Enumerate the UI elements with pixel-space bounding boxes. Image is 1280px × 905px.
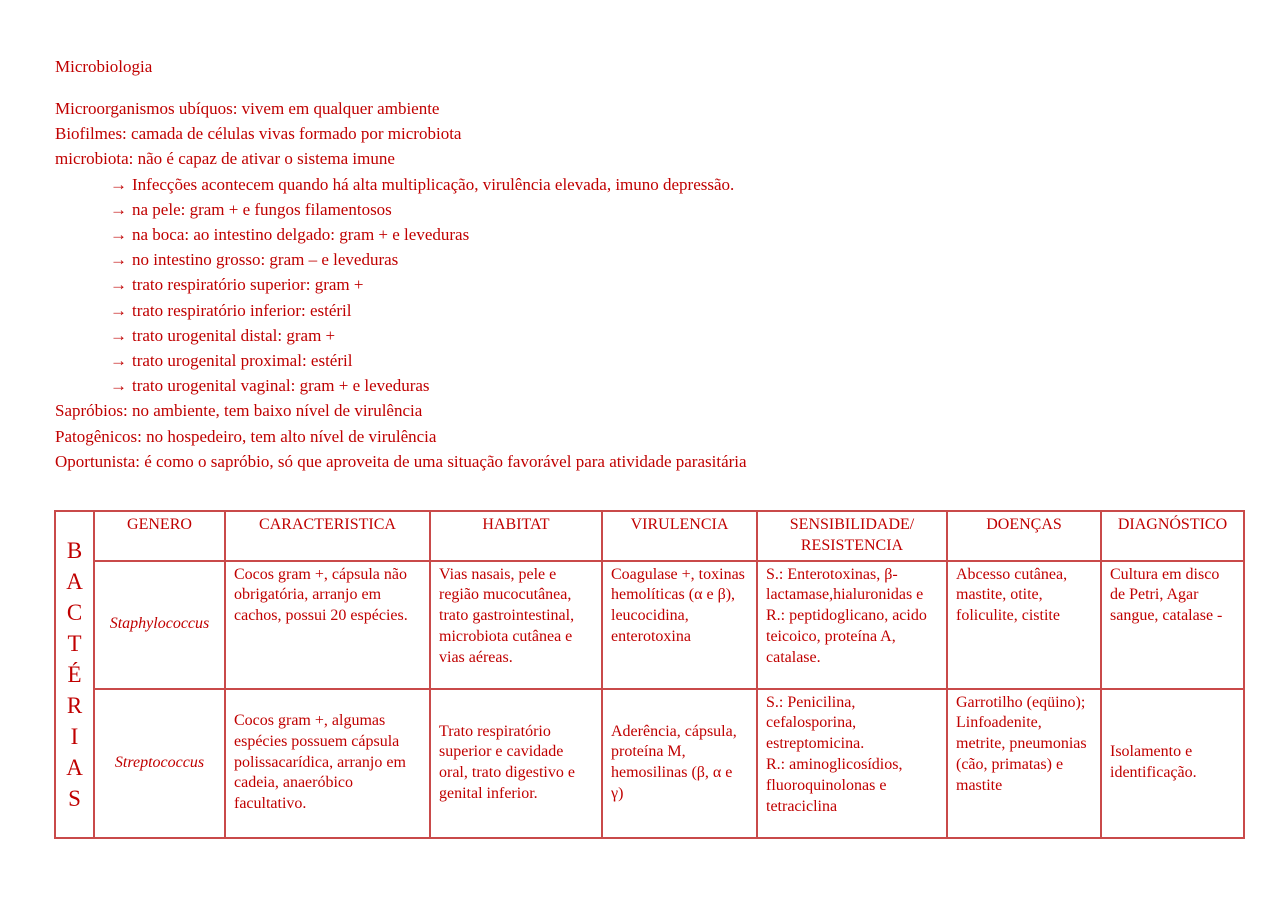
side-letter: R <box>66 692 83 718</box>
side-letter: T <box>67 630 82 656</box>
resistencia-text: R.: aminoglicosídios, fluoroquinolonas e tetraciclina <box>766 755 903 815</box>
text-line: Biofilmes: camada de células vivas formado por microbiota <box>55 124 462 144</box>
bullet-line <box>55 197 1245 222</box>
table-row <box>55 689 1244 838</box>
document-title: Microbiologia <box>55 57 153 76</box>
cell-caracteristica: Cocos gram +, cápsula não obrigatória, arranjo em cachos, possui 20 espécies. <box>225 561 430 689</box>
document-body <box>55 56 1245 474</box>
bullet-line <box>55 272 1245 297</box>
bullet-text: na pele: gram + e fungos filamentosos <box>132 199 392 219</box>
bullet-text: no intestino grosso: gram – e leveduras <box>132 250 399 270</box>
header-doencas: DOENÇAS <box>947 511 1101 561</box>
arrow-icon: → <box>110 250 127 270</box>
bullet-text: trato respiratório superior: gram + <box>132 275 364 295</box>
cell-genero: Streptococcus <box>94 689 225 838</box>
arrow-icon: → <box>110 199 127 219</box>
bullet-line <box>55 373 1245 398</box>
cell-genero: Staphylococcus <box>94 561 225 689</box>
resistencia-text: R.: peptidoglicano, acido teicoico, proteína A, catalase. <box>766 607 927 666</box>
side-letter: B <box>66 537 83 563</box>
bacteria-table <box>54 510 1245 839</box>
bullet-text: na boca: ao intestino delgado: gram + e leveduras <box>132 225 470 245</box>
cell-caracteristica: Cocos gram +, algumas espécies possuem cápsula polissacarídica, arranjo em cadeia, anaeróbico facultativo. <box>225 689 430 838</box>
header-sensibilidade: SENSIBILIDADE/ RESISTENCIA <box>757 511 947 561</box>
arrow-icon: → <box>110 225 127 245</box>
bullet-line <box>55 172 1245 197</box>
sensibilidade-text: S.: Enterotoxinas, β-lactamase,hialuronidas e <box>766 565 924 604</box>
bullet-line <box>55 298 1245 323</box>
cell-doencas: Garrotilho (eqüino); Linfoadenite, metrite, pneumonias (cão, primatas) e mastite <box>947 689 1101 838</box>
arrow-icon: → <box>110 351 127 371</box>
table-header-row <box>55 511 1244 561</box>
side-label-bacterias <box>55 511 94 838</box>
header-caracteristica: CARACTERISTICA <box>225 511 430 561</box>
text-line: Patogênicos: no hospedeiro, tem alto nível de virulência <box>55 426 437 446</box>
cell-virulencia: Aderência, cápsula, proteína M, hemosilinas (β, α e γ) <box>602 689 757 838</box>
sensibilidade-text: S.: Penicilina, cefalosporina, estreptomicina. <box>766 693 865 753</box>
bullet-text: trato respiratório inferior: estéril <box>132 300 352 320</box>
cell-habitat: Vias nasais, pele e região mucocutânea, trato gastrointestinal, microbiota cutânea e vias aéreas. <box>430 561 602 689</box>
header-diagnostico: DIAGNÓSTICO <box>1101 511 1244 561</box>
bullet-text: Infecções acontecem quando há alta multiplicação, virulência elevada, imuno depressão. <box>132 174 735 194</box>
arrow-icon: → <box>110 325 127 345</box>
cell-doencas: Abcesso cutânea, mastite, otite, foliculite, cistite <box>947 561 1101 689</box>
side-letter: A <box>66 568 83 594</box>
bullet-text: trato urogenital proximal: estéril <box>132 351 353 371</box>
cell-diagnostico: Isolamento e identificação. <box>1101 689 1244 838</box>
cell-diagnostico: Cultura em disco de Petri, Agar sangue, catalase - <box>1101 561 1244 689</box>
side-letter: C <box>66 599 83 625</box>
arrow-icon: → <box>110 275 127 295</box>
table-row <box>55 561 1244 689</box>
text-line: Microorganismos ubíquos: vivem em qualquer ambiente <box>55 99 440 118</box>
cell-virulencia: Coagulase +, toxinas hemolíticas (α e β), leucocidina, enterotoxina <box>602 561 757 689</box>
header-virulencia: VIRULENCIA <box>602 511 757 561</box>
side-letter: S <box>68 785 81 811</box>
header-habitat: HABITAT <box>430 511 602 561</box>
bullet-text: trato urogenital distal: gram + <box>132 325 336 345</box>
arrow-icon: → <box>110 300 127 320</box>
side-letter: A <box>66 754 83 780</box>
bullet-line <box>55 323 1245 348</box>
cell-sensibilidade <box>757 689 947 838</box>
bullet-line <box>55 222 1245 247</box>
arrow-icon: → <box>110 174 127 194</box>
header-genero: GENERO <box>94 511 225 561</box>
arrow-icon: → <box>110 376 127 396</box>
cell-habitat: Trato respiratório superior e cavidade oral, trato digestivo e genital inferior. <box>430 689 602 838</box>
cell-sensibilidade <box>757 561 947 689</box>
text-line: Oportunista: é como o sapróbio, só que aproveita de uma situação favorável para atividade parasitária <box>55 451 747 471</box>
text-line: microbiota: não é capaz de ativar o sistema imune <box>55 149 395 169</box>
text-line: Sapróbios: no ambiente, tem baixo nível de virulência <box>55 401 423 421</box>
bullet-text: trato urogenital vaginal: gram + e leveduras <box>132 376 430 396</box>
bullet-line <box>55 247 1245 272</box>
side-letter: I <box>70 723 79 749</box>
bullet-line <box>55 348 1245 373</box>
side-letter: É <box>67 661 82 687</box>
